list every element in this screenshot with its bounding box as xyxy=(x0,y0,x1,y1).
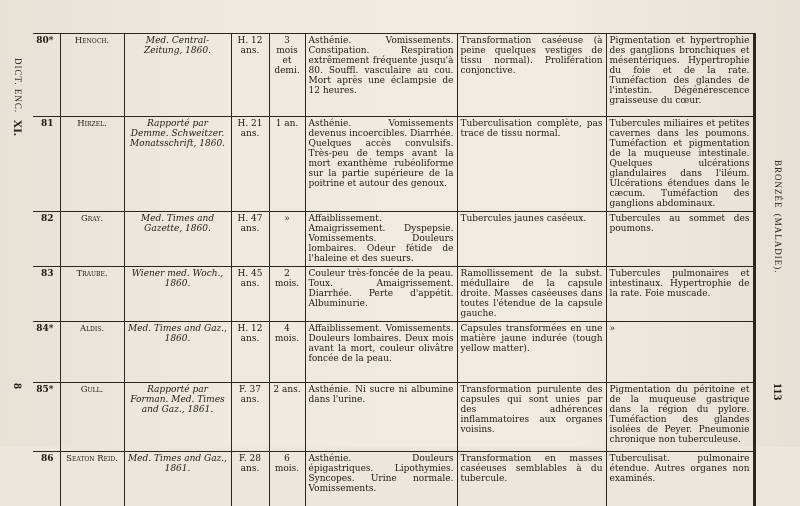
table-row xyxy=(33,452,754,506)
duration-cell: » xyxy=(269,212,305,267)
sex-age-cell: F. 28 ans. xyxy=(231,452,269,506)
running-head-sub: (MALADIE). xyxy=(773,214,783,274)
other-lesions-cell: Tuberculisat. pulmonaire étendue. Autres organes non examinés. xyxy=(606,452,754,506)
source-citation-cell: Rapporté par Demme. Schweitzer. Monatsschrift, 1860. xyxy=(124,117,231,212)
capsule-lesions-cell: Transformation en masses caséeuses semblables à du tubercule. xyxy=(457,452,606,506)
left-running-head xyxy=(10,58,25,136)
table-row xyxy=(33,322,754,383)
case-number-cell: 81 xyxy=(33,117,60,212)
source-citation-cell: Med. Central-Zeitung, 1860. xyxy=(124,34,231,117)
sex-age-cell: F. 37 ans. xyxy=(231,383,269,452)
source-citation-cell: Med. Times and Gaz., 1861. xyxy=(124,452,231,506)
duration-cell: 2 mois. xyxy=(269,267,305,322)
sex-age-cell: H. 45 ans. xyxy=(231,267,269,322)
source-citation-cell: Med. Times and Gaz., 1860. xyxy=(124,322,231,383)
capsule-lesions-cell: Tubercules jaunes caséeux. xyxy=(457,212,606,267)
capsule-lesions-cell: Capsules transformées en une matière jaune indurée (tough yellow matter). xyxy=(457,322,606,383)
duration-cell: 1 an. xyxy=(269,117,305,212)
capsule-lesions-cell: Transformation caséeuse (à peine quelques vestiges de tissu normal). Prolifération conjonctive. xyxy=(457,34,606,117)
capsule-lesions-cell: Transformation purulente des capsules qui sont unies par des adhérences inflammatoires aux organes voisins. xyxy=(457,383,606,452)
right-margin xyxy=(757,0,800,447)
case-number-cell: 86 xyxy=(33,452,60,506)
author-name-cell: Henoch. xyxy=(60,34,124,117)
symptoms-cell: Asthénie. Douleurs épigastriques. Lipothymies. Syncopes. Urine normale. Vomissements. xyxy=(305,452,457,506)
running-head-title: BRONZÉE xyxy=(773,160,783,209)
table-row xyxy=(33,117,754,212)
symptoms-cell: Affaiblissement. Amaigrissement. Dyspepsie. Vomissements. Douleurs lombaires. Odeur fétide de l'haleine et des sueurs. xyxy=(305,212,457,267)
author-name-cell: Seaton Reid. xyxy=(60,452,124,506)
right-running-head xyxy=(770,160,786,274)
other-lesions-cell: Tubercules au sommet des poumons. xyxy=(606,212,754,267)
duration-cell: 3 mois et demi. xyxy=(269,34,305,117)
case-number-cell: 84* xyxy=(33,322,60,383)
other-lesions-cell: » xyxy=(606,322,754,383)
other-lesions-cell: Pigmentation et hypertrophie des ganglions bronchiques et mésentériques. Hypertrophie du foie et de la rate. Tuméfaction des glandes de l'intestin. Dégénérescence graisseuse du cœur. xyxy=(606,34,754,117)
right-page-number: 113 xyxy=(770,383,785,400)
duration-cell: 4 mois. xyxy=(269,322,305,383)
symptoms-cell: Asthénie. Ni sucre ni albumine dans l'urine. xyxy=(305,383,457,452)
table-row xyxy=(33,212,754,267)
case-number-cell: 80* xyxy=(33,34,60,117)
symptoms-cell: Asthénie. Vomissements. Constipation. Respiration extrêmement fréquente jusqu'à 80. Souffl. vasculaire au cou. Mort après une éclampsie de 12 heures. xyxy=(305,34,457,117)
left-margin xyxy=(0,0,33,447)
author-name-cell: Aldis. xyxy=(60,322,124,383)
sex-age-cell: H. 47 ans. xyxy=(231,212,269,267)
symptoms-cell: Couleur très-foncée de la peau. Toux. Amaigrissement. Diarrhée. Perte d'appétit. Albuminurie. xyxy=(305,267,457,322)
duration-cell: 2 ans. xyxy=(269,383,305,452)
capsule-lesions-cell: Tuberculisation complète, pas trace de tissu normal. xyxy=(457,117,606,212)
running-head-text: DICT. ENC. xyxy=(13,58,23,113)
author-name-cell: Traube. xyxy=(60,267,124,322)
case-number-cell: 82 xyxy=(33,212,60,267)
source-citation-cell: Rapporté par Forman. Med. Times and Gaz., 1861. xyxy=(124,383,231,452)
other-lesions-cell: Tubercules miliaires et petites cavernes dans les poumons. Tuméfaction et pigmentation de la muqueuse intestinale. Quelques ulcérations glandulaires dans l'iléum. Ulcérations étendues dans le cæcum. Tuméfaction des ganglions abdominaux. xyxy=(606,117,754,212)
capsule-lesions-cell: Ramollissement de la subst. médullaire de la capsule droite. Masses caséeuses dans toutes l'étendue de la capsule gauche. xyxy=(457,267,606,322)
left-page-number: 8 xyxy=(10,383,25,389)
sex-age-cell: H. 21 ans. xyxy=(231,117,269,212)
sex-age-cell: H. 12 ans. xyxy=(231,322,269,383)
other-lesions-cell: Tubercules pulmonaires et intestinaux. Hypertrophie de la rate. Foie muscade. xyxy=(606,267,754,322)
volume-number: XI. xyxy=(11,120,25,136)
table-row xyxy=(33,267,754,322)
source-citation-cell: Med. Times and Gazette, 1860. xyxy=(124,212,231,267)
source-citation-cell: Wiener med. Woch., 1860. xyxy=(124,267,231,322)
symptoms-cell: Affaiblissement. Vomissements. Douleurs lombaires. Deux mois avant la mort, couleur olivâtre foncée de la peau. xyxy=(305,322,457,383)
case-number-cell: 85* xyxy=(33,383,60,452)
symptoms-cell: Asthénie. Vomissements devenus incoercibles. Diarrhée. Quelques accès convulsifs. Très-peu de temps avant la mort exanthème rubéoliforme sur la partie supérieure de la poitrine et autour des genoux. xyxy=(305,117,457,212)
other-lesions-cell: Pigmentation du péritoine et de la muqueuse gastrique dans la région du pylore. Tuméfaction des glandes isolées de Peyer. Pneumonie chronique non tuberculeuse. xyxy=(606,383,754,452)
case-table xyxy=(33,33,756,506)
case-number-cell: 83 xyxy=(33,267,60,322)
author-name-cell: Gull. xyxy=(60,383,124,452)
duration-cell: 6 mois. xyxy=(269,452,305,506)
sex-age-cell: H. 12 ans. xyxy=(231,34,269,117)
table-row xyxy=(33,383,754,452)
author-name-cell: Hirzel. xyxy=(60,117,124,212)
table-row xyxy=(33,34,754,117)
author-name-cell: Gray. xyxy=(60,212,124,267)
